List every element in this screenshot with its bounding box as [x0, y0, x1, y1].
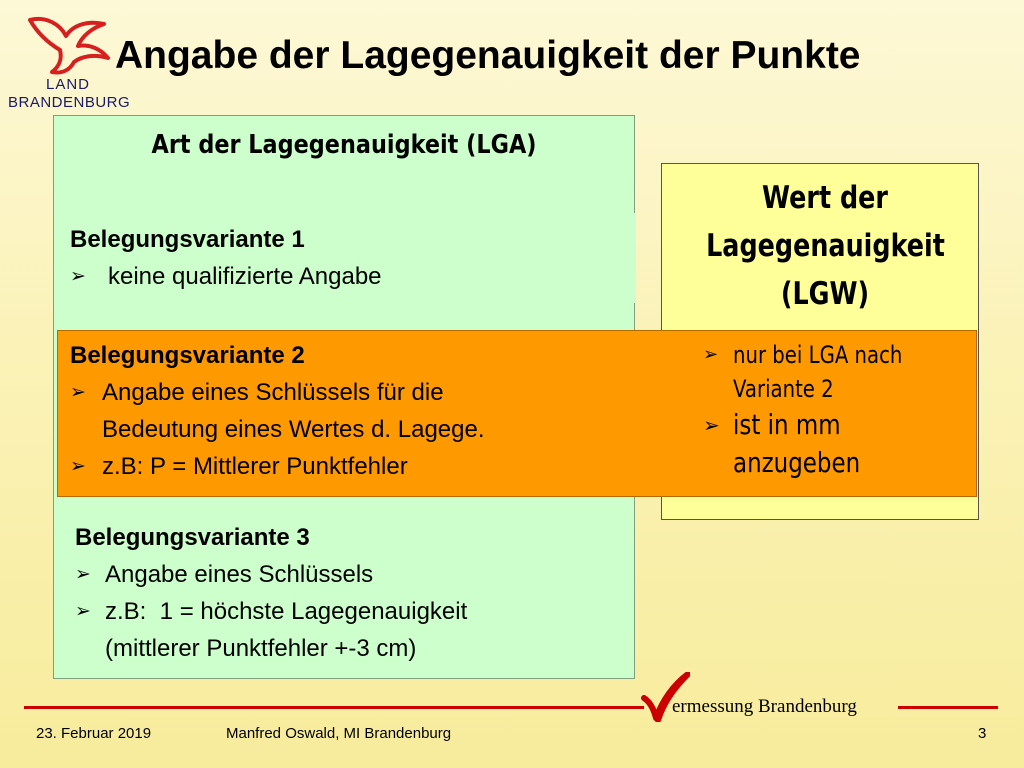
footer-date: 23. Februar 2019: [36, 725, 152, 742]
lga-heading: Art der Lagegenauigkeit (LGA): [151, 130, 537, 160]
eagle-icon: [26, 14, 116, 78]
variant1-block: [70, 222, 382, 295]
arrow-bullet-icon: ➢: [70, 456, 86, 477]
slide-title: Angabe der Lagegenauigkeit der Punkte: [115, 34, 861, 77]
footer-divider-left: [24, 706, 644, 709]
variant3-block: [75, 520, 467, 667]
arrow-bullet-icon: ➢: [70, 266, 86, 287]
variant3-title: Belegungsvariante 3: [75, 524, 310, 551]
arrow-bullet-icon: ➢: [703, 413, 720, 437]
list-item-continuation: Bedeutung eines Wertes d. Lagege.: [102, 416, 485, 443]
vermessung-brandenburg-brand: ermessung Brandenburg: [672, 696, 857, 717]
variant2-title: Belegungsvariante 2: [70, 342, 305, 369]
list-item: ➢ z.B: P = Mittlerer Punktfehler: [70, 448, 485, 485]
logo-text-brandenburg: BRANDENBURG: [8, 94, 131, 111]
list-item-continuation: (mittlerer Punktfehler +-3 cm): [105, 635, 417, 662]
list-item: ➢ Angabe eines Schlüssels: [75, 556, 467, 593]
list-item: ➢ nur bei LGA nach Variante 2: [703, 338, 940, 406]
list-item: ➢ ist in mm anzugeben: [703, 406, 940, 482]
footer-divider-right: [898, 706, 998, 709]
footer-page-number: 3: [978, 725, 987, 742]
list-item: ➢ z.B: 1 = höchste Lagegenauigkeit: [75, 593, 467, 630]
footer-author: Manfred Oswald, MI Brandenburg: [226, 725, 452, 742]
variant2-block: [70, 338, 485, 485]
arrow-bullet-icon: ➢: [75, 564, 91, 585]
list-item: ➢ Angabe eines Schlüssels für die: [70, 374, 485, 411]
logo-text-land: LAND: [46, 76, 91, 93]
arrow-bullet-icon: ➢: [703, 344, 719, 365]
list-item: ➢ keine qualifizierte Angabe: [70, 258, 382, 295]
arrow-bullet-icon: ➢: [70, 382, 86, 403]
variant1-title: Belegungsvariante 1: [70, 226, 305, 253]
arrow-bullet-icon: ➢: [75, 601, 91, 622]
lgw-heading: Wert der Lagegenauigkeit (LGW): [706, 180, 945, 312]
lgw-items: [703, 338, 940, 482]
